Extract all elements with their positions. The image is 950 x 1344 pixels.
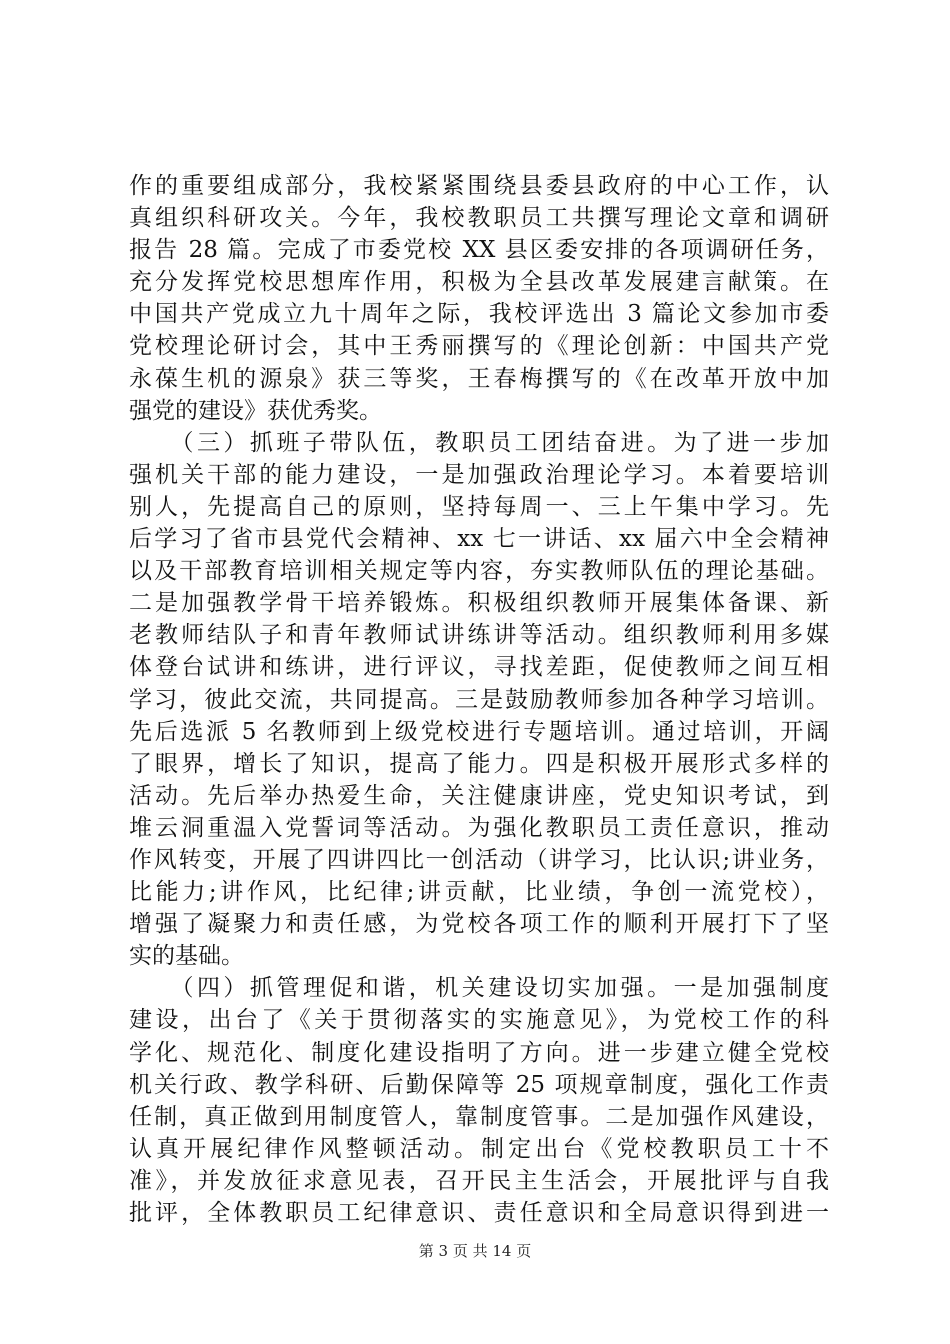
text-line: 准》，并发放征求意见表，召开民主生活会，开展批评与自我 bbox=[129, 1167, 829, 1194]
text-line: 实的基础。 bbox=[129, 943, 244, 970]
text-line: 学化、规范化、制度化建设指明了方向。进一步建立健全党校 bbox=[129, 1039, 829, 1066]
text-line: 二是加强教学骨干培养锻炼。积极组织教师开展集体备课、新 bbox=[129, 590, 829, 617]
text-line: 活动。先后举办热爱生命，关注健康讲座，党史知识考试，到 bbox=[129, 782, 829, 809]
text-line: 强机关干部的能力建设，一是加强政治理论学习。本着要培训 bbox=[129, 461, 829, 488]
text-line: 增强了凝聚力和责任感，为党校各项工作的顺利开展打下了坚 bbox=[129, 911, 829, 938]
text-line: 任制，真正做到用制度管人，靠制度管事。二是加强作风建设， bbox=[129, 1103, 829, 1130]
text-line: 学习，彼此交流，共同提高。三是鼓励教师参加各种学习培训。 bbox=[129, 686, 829, 713]
text-line: 比能力;讲作风，比纪律;讲贡献，比业绩，争创一流党校）， bbox=[129, 879, 829, 906]
text-line: 作风转变，开展了四讲四比一创活动（讲学习，比认识;讲业务， bbox=[129, 846, 829, 873]
text-line: 后学习了省市县党代会精神、xx 七一讲话、xx 届六中全会精神 bbox=[129, 526, 829, 553]
text-line: 中国共产党成立九十周年之际，我校评选出 3 篇论文参加市委 bbox=[129, 301, 829, 328]
text-line: 充分发挥党校思想库作用，积极为全县改革发展建言献策。在 bbox=[129, 269, 829, 296]
text-line: 批评，全体教职员工纪律意识、责任意识和全局意识得到进一 bbox=[129, 1200, 829, 1226]
text-line: 先后选派 5 名教师到上级党校进行专题培训。通过培训，开阔 bbox=[129, 718, 829, 745]
body-text bbox=[129, 170, 829, 1229]
text-line: 了眼界，增长了知识，提高了能力。四是积极开展形式多样的 bbox=[129, 750, 829, 777]
text-line: 老教师结队子和青年教师试讲练讲等活动。组织教师利用多媒 bbox=[129, 622, 829, 649]
text-line: 机关行政、教学科研、后勤保障等 25 项规章制度，强化工作责 bbox=[129, 1071, 829, 1098]
text-line: 作的重要组成部分，我校紧紧围绕县委县政府的中心工作，认 bbox=[129, 173, 829, 199]
page-footer: 第 3 页 共 14 页 bbox=[418, 1242, 532, 1260]
text-line: 永葆生机的源泉》获三等奖，王春梅撰写的《在改革开放中加 bbox=[129, 365, 829, 392]
text-line: 党校理论研讨会，其中王秀丽撰写的《理论创新：中国共产党 bbox=[129, 333, 829, 360]
text-line: （三）抓班子带队伍，教职员工团结奋进。为了进一步加 bbox=[129, 429, 829, 456]
text-line: 认真开展纪律作风整顿活动。制定出台《党校教职员工十不 bbox=[129, 1135, 829, 1162]
text-line: 建设，出台了《关于贯彻落实的实施意见》，为党校工作的科 bbox=[129, 1007, 829, 1034]
text-line: 报告 28 篇。完成了市委党校 XX 县区委安排的各项调研任务， bbox=[129, 237, 829, 264]
text-line: 别人，先提高自己的原则，坚持每周一、三上午集中学习。先 bbox=[129, 493, 829, 520]
text-line: 体登台试讲和练讲，进行评议，寻找差距，促使教师之间互相 bbox=[129, 654, 829, 681]
text-line: 真组织科研攻关。今年，我校教职员工共撰写理论文章和调研 bbox=[129, 205, 829, 232]
text-line: （四）抓管理促和谐，机关建设切实加强。一是加强制度 bbox=[129, 975, 829, 1002]
text-line: 以及干部教育培训相关规定等内容，夯实教师队伍的理论基础。 bbox=[129, 558, 829, 585]
text-line: 强党的建设》获优秀奖。 bbox=[129, 397, 382, 424]
text-line: 堆云洞重温入党誓词等活动。为强化教职员工责任意识，推动 bbox=[129, 814, 829, 841]
